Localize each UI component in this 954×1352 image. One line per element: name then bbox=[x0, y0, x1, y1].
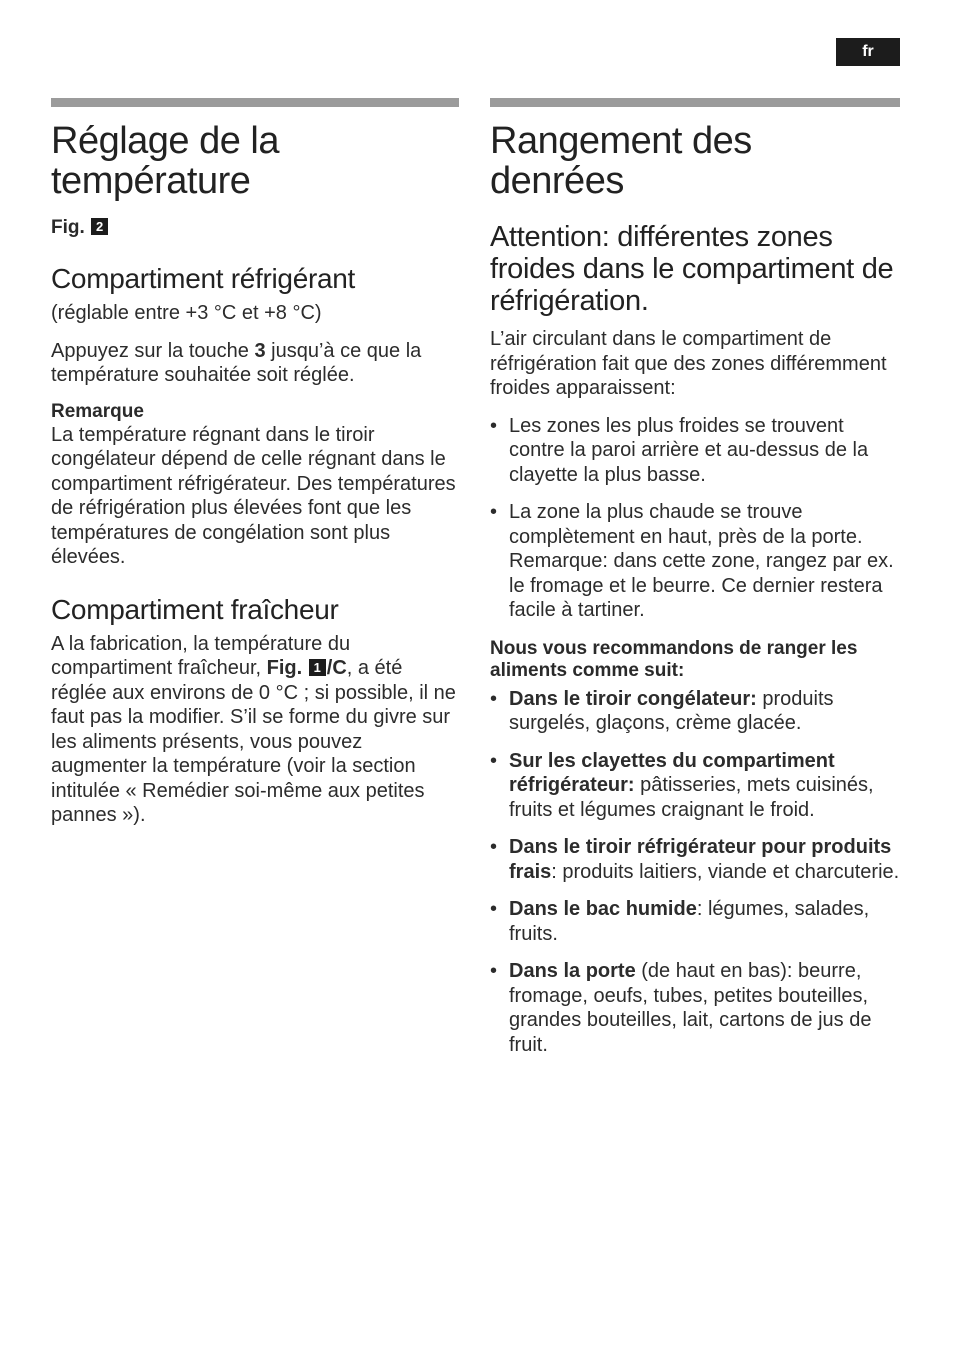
list-item: • Dans le tiroir congélateur: produits surgelés, glaçons, crème glacée. bbox=[490, 687, 834, 734]
language-tab: fr bbox=[836, 38, 900, 66]
figure-number-badge: 2 bbox=[91, 218, 108, 235]
zones-list bbox=[490, 414, 900, 623]
freshness-text: A la fabrication, la température du compartiment fraîcheur, Fig. 1 /C, a été réglée aux environs de 0 °C ; si possible, il ne faut pas la modifier. S’il se forme du givre sur les aliments présents, vous pouvez augmenter la température (voir la section intitulée « Remédier soi-même aux petites pannes »). bbox=[51, 632, 456, 826]
note-label: Remarque bbox=[51, 400, 144, 422]
left-column bbox=[51, 98, 459, 828]
list-item: • Sur les clayettes du compartiment réfrigérateur: pâtisseries, mets cuisinés, fruits et légumes craignant le froid. bbox=[490, 749, 874, 821]
right-column bbox=[490, 98, 900, 1057]
recommendation-heading: Nous vous recommandons de ranger les aliments comme suit: bbox=[490, 637, 858, 681]
heading-freshness-compartment: Compartiment fraîcheur bbox=[51, 593, 339, 625]
temperature-range: (réglable entre +3 °C et +8 °C) bbox=[51, 302, 322, 324]
heading-refrigerator-compartment: Compartiment réfrigérant bbox=[51, 263, 356, 294]
list-item: • Les zones les plus froides se trouvent contre la paroi arrière et au-dessus de la clayette la plus basse. bbox=[490, 414, 869, 486]
page-title-temperature: Réglage de la température bbox=[51, 120, 280, 202]
note-text: La température régnant dans le tiroir congélateur dépend de celle régnant dans le compartiment réfrigérateur. Des températures de réfrigération plus élevées font que les températures de congélation sont plus élevées. bbox=[51, 423, 456, 568]
storage-list bbox=[490, 687, 900, 1058]
list-item: • La zone la plus chaude se trouve complètement en haut, près de la porte. Remarque: dans cette zone, rangez par ex. le fromage et le beurre. Ce dernier restera facile à tartiner. bbox=[490, 501, 894, 621]
section-rule bbox=[490, 98, 900, 107]
list-item: • Dans le tiroir réfrigérateur pour produits frais: produits laitiers, viande et charcuterie. bbox=[490, 836, 900, 883]
list-item: • Dans le bac humide: légumes, salades, fruits. bbox=[490, 898, 870, 945]
section-rule bbox=[51, 98, 459, 107]
zones-intro: L’air circulant dans le compartiment de réfrigération fait que des zones différemment froides apparaissent: bbox=[490, 328, 887, 399]
page-title-storage: Rangement des denrées bbox=[490, 120, 752, 202]
setting-instruction: Appuyez sur la touche 3 jusqu’à ce que la température souhaitée soit réglée. bbox=[51, 339, 422, 386]
figure-number-badge: 1 bbox=[309, 659, 326, 676]
list-item: • Dans la porte (de haut en bas): beurre, fromage, oeufs, tubes, petites bouteilles, grandes bouteilles, lait, cartons de jus de fruit. bbox=[490, 960, 872, 1056]
figure-reference: Fig. 2 bbox=[51, 217, 459, 239]
heading-cold-zones: Attention: différentes zones froides dans le compartiment de réfrigération. bbox=[490, 221, 894, 317]
